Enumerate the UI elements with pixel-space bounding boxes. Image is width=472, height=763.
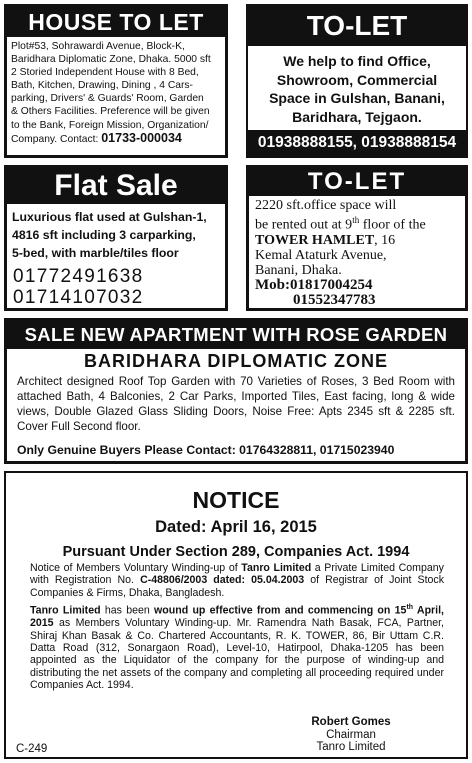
house-line-2: Baridhara Diplomatic Zone, Dhaka. 5000 sft [11, 54, 211, 66]
to-let-line-1: We help to find Office, [283, 53, 431, 69]
notice-p2-company: Tanro Limited [30, 604, 101, 617]
tower-line-3 [255, 233, 395, 248]
flat-sale-body [7, 204, 225, 262]
notice-p1-a: Notice of Members Voluntary Winding-up of [30, 562, 242, 574]
flat-sale-title: Flat Sale [7, 168, 225, 204]
notice-p2-e: as Members Voluntary Winding-up. Mr. Ramendra Nath Basak, FCA, Partner, Shiraj Khan Basak & Co. Chartered Accountants, R. K. TOWER, 86, Bir Uttam C.R. Datta Road (312, Sonargaon Road), Level-10, Hatirpool, Dhaka-1205 has been appointed as the Liquidator of the company for the purpose of winding-up and distributing the net assets of the company and completing all proceeding required under Companies Act. 1994. [30, 617, 444, 692]
apartment-sale-contact: Only Genuine Buyers Please Contact: 01764328811, 01715023940 [17, 443, 395, 457]
notice-paragraph-2 [6, 602, 466, 691]
notice-p1-c: a Private Limited Company with Registration No. [30, 562, 444, 587]
notice-code: C-249 [16, 743, 48, 755]
house-line-1: Plot#53, Sohrawardi Avenue, Block-K, [11, 41, 185, 52]
house-line-7: to the Bank, Foreign Mission, Organization/ [11, 119, 209, 131]
tower-mob-2: 01552347783 [293, 291, 376, 308]
signatory-title: Chairman [326, 728, 376, 741]
to-let-office-title: TO-LET [248, 6, 466, 46]
notice-signature [276, 716, 426, 754]
notice-p2-b: has been [100, 604, 155, 617]
tower-name: TOWER HAMLET [255, 232, 375, 248]
notice-p1-e: of Registrar of Joint Stock Companies & Firms, Dhaka, Bangladesh. [30, 574, 445, 599]
signatory-name: Robert Gomes [311, 716, 391, 728]
notice-p1-company: Tanro Limited [241, 562, 312, 574]
house-contact-prefix: Company. Contact: [11, 133, 102, 145]
house-line-3: 2 Storied Independent House with 8 Bed, [11, 67, 199, 79]
house-line-8 [11, 132, 182, 146]
tower-hamlet-body [249, 196, 465, 308]
house-line-4: Bath, Kitchen, Drawing, Dining , 4 Cars- [11, 80, 193, 92]
house-line-5: parking, Drivers' & Guards' Room, Garden [11, 93, 204, 105]
tower-mob-1 [255, 278, 373, 293]
tower-line-2 [255, 213, 426, 233]
flat-sale-ad [4, 165, 228, 311]
tower-hamlet-title: TO-LET [249, 168, 465, 196]
tower-line-1: 2220 sft.office space will [255, 198, 397, 213]
tower-mob-1-number: 01817004254 [290, 276, 373, 293]
flat-line-1: Luxurious flat used at Gulshan-1, [12, 210, 207, 224]
flat-phone-1: 01772491638 [13, 266, 144, 287]
to-let-office-phones: 01938888155, 01938888154 [248, 130, 466, 156]
to-let-line-3: Space in Gulshan, Banani, [269, 90, 445, 106]
to-let-office-body [248, 46, 466, 126]
tower-hamlet-ad [246, 165, 468, 311]
notice-date: Dated: April 16, 2015 [155, 518, 317, 536]
notice-ad [4, 471, 468, 759]
apartment-sale-body: Architect designed Roof Top Garden with 70 Varieties of Roses, 3 Bed Room with attached Bath, 4 Balconies, 2 Car Parks, Imported Tiles, East facing, long & wide views, Double Glazed Glass Sliding Doors, Noise Free: Apts 2345 sft & 2285 sft. Cover Full Second floor. [17, 375, 455, 433]
notice-p2-date: April, 2015 [30, 604, 444, 630]
house-line-6: & Others Facilities. Preference will be given [11, 106, 210, 118]
tower-line-2-post: floor of the [359, 217, 426, 233]
to-let-line-2: Showroom, Commercial [276, 71, 438, 88]
tower-line-4: Kemal Ataturk Avenue, [255, 247, 387, 263]
tower-line-2-sup: th [352, 215, 360, 225]
flat-line-2: 4816 sft including 3 carparking, [12, 228, 196, 242]
flat-phone-2: 01714107032 [13, 287, 144, 308]
notice-p2-sup: th [406, 604, 414, 612]
tower-line-3-rest: , 16 [374, 232, 396, 248]
notice-p1-registration: C-48806/2003 dated: 05.04.2003 [140, 574, 305, 587]
apartment-sale-title: SALE NEW APARTMENT WITH ROSE GARDEN [7, 321, 465, 349]
house-to-let-title: HOUSE TO LET [7, 7, 225, 37]
to-let-office-ad [246, 4, 468, 158]
apartment-sale-ad [4, 318, 468, 464]
flat-line-3: 5-bed, with marble/tiles floor [12, 246, 179, 260]
house-to-let-ad [4, 4, 228, 158]
flat-sale-phones [7, 266, 225, 308]
notice-paragraph-1 [6, 562, 466, 599]
house-to-let-body [7, 37, 225, 146]
apartment-sale-subtitle: BARIDHARA DIPLOMATIC ZONE [84, 351, 388, 371]
notice-title: NOTICE [192, 487, 280, 513]
house-contact-number: 01733-000034 [101, 130, 182, 145]
tower-line-2-pre: be rented out at 9 [255, 217, 353, 233]
signatory-company: Tanro Limited [316, 741, 386, 753]
tower-mob-label: Mob: [255, 276, 290, 293]
to-let-line-4: Baridhara, Tejgaon. [292, 108, 422, 125]
notice-p2-wound-up: wound up effective from and commencing on 15 [154, 604, 407, 617]
tower-line-5: Banani, Dhaka. [255, 262, 342, 278]
notice-section: Pursuant Under Section 289, Companies Act. 1994 [62, 544, 410, 560]
